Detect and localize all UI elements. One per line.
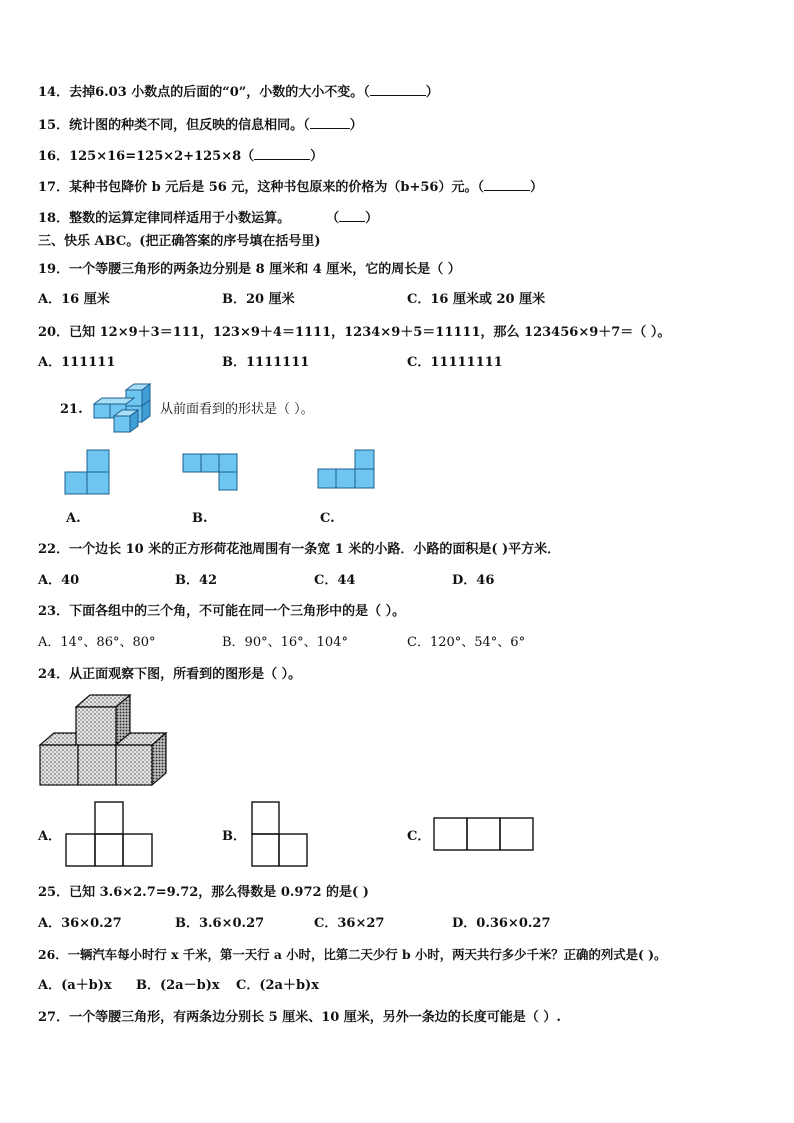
option-c[interactable]: C．11111111 (407, 355, 503, 370)
answer-blank[interactable] (310, 116, 350, 129)
question-22: 22．一个边长 10 米的正方形荷花池周围有一条宽 1 米的小路．小路的面积是( )平方米． (38, 542, 561, 557)
option-b[interactable]: B． (222, 829, 246, 844)
question-24: 24．从正面观察下图，所看到的图形是（ ）。 (38, 667, 302, 682)
shape-c-figure[interactable] (317, 449, 375, 489)
option-a[interactable]: A．14°、86°、80° (38, 635, 156, 650)
question-25: 25．已知 3.6×2.7=9.72，那么得数是 0.972 的是( ) (38, 885, 369, 900)
question-21: 从前面看到的形状是（ ）。 (160, 402, 314, 417)
answer-blank[interactable] (254, 147, 310, 160)
option-b[interactable]: B．42 (175, 573, 218, 588)
question-17: 17．某种书包降价 b 元后是 56 元，这种书包原来的价格为（b+56）元。（ ） (38, 180, 543, 195)
option-b[interactable]: B．1111111 (222, 355, 310, 370)
option-c[interactable]: C．36×27 (314, 916, 385, 931)
shape-b-figure[interactable] (182, 453, 238, 491)
option-d[interactable]: D．46 (452, 573, 495, 588)
option-c[interactable]: C．(2a＋b)x (236, 978, 319, 993)
front-view-b-figure[interactable] (250, 800, 310, 868)
option-a[interactable]: A．36×0.27 (38, 916, 122, 931)
option-b[interactable]: B. (192, 511, 208, 526)
front-view-a-figure[interactable] (64, 800, 154, 868)
question-20: 20．已知 12×9＋3＝111，123×9＋4＝1111，1234×9＋5＝11111，那么 123456×9＋7＝（ ）。 (38, 325, 671, 340)
option-b[interactable]: B．3.6×0.27 (175, 916, 265, 931)
question-21-number: 21. (60, 402, 83, 417)
option-c[interactable]: C．16 厘米或 20 厘米 (407, 292, 546, 307)
question-27: 27．一个等腰三角形，有两条边分别长 5 厘米、10 厘米，另外一条边的长度可能是（ ）. (38, 1010, 561, 1025)
option-c[interactable]: C．120°、54°、6° (407, 635, 526, 650)
answer-blank[interactable] (339, 209, 365, 222)
question-14: 14．去掉6.03 小数点的后面的“0”，小数的大小不变。（ ） (38, 85, 439, 100)
question-18: 18．整数的运算定律同样适用于小数运算。 （ ） (38, 211, 379, 226)
question-15: 15．统计图的种类不同，但反映的信息相同。（ ） (38, 118, 363, 133)
option-a[interactable]: A．111111 (38, 355, 116, 370)
front-view-c-figure[interactable] (432, 816, 536, 852)
question-26: 26．一辆汽车每小时行 x 千米，第一天行 a 小时，比第二天少行 b 小时，两天共行多少千米？正确的列式是( )。 (38, 947, 667, 962)
option-a[interactable]: A．16 厘米 (38, 292, 110, 307)
answer-blank[interactable] (484, 178, 530, 191)
option-b[interactable]: B．90°、16°、104° (222, 635, 348, 650)
answer-blank[interactable] (370, 83, 426, 96)
option-a[interactable]: A．40 (38, 573, 80, 588)
option-c[interactable]: C．44 (314, 573, 356, 588)
option-a[interactable]: A． (38, 829, 62, 844)
question-23: 23．下面各组中的三个角，不可能在同一个三角形中的是（ ）。 (38, 604, 406, 619)
option-d[interactable]: D．0.36×0.27 (452, 916, 551, 931)
option-a[interactable]: A. (66, 511, 81, 526)
section-heading: 三、快乐 ABC。(把正确答案的序号填在括号里) (38, 234, 321, 249)
question-16: 16．125×16=125×2+125×8（ ） (38, 149, 324, 164)
stippled-cubes-figure (38, 693, 170, 789)
option-c[interactable]: C. (320, 511, 335, 526)
option-b[interactable]: B．(2a－b)x (136, 978, 220, 993)
option-c[interactable]: C． (407, 829, 431, 844)
option-a[interactable]: A．(a＋b)x (38, 978, 112, 993)
cube-stack-figure (86, 382, 158, 434)
shape-a-figure[interactable] (64, 449, 112, 495)
question-19: 19．一个等腰三角形的两条边分别是 8 厘米和 4 厘米，它的周长是（ ） (38, 262, 461, 277)
option-b[interactable]: B．20 厘米 (222, 292, 295, 307)
